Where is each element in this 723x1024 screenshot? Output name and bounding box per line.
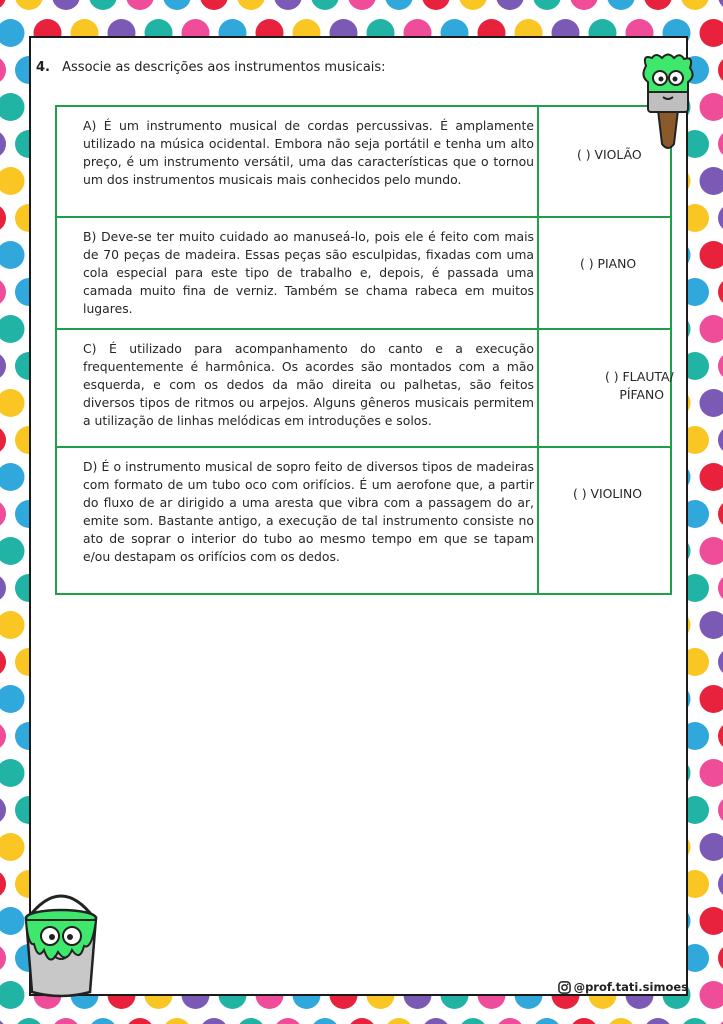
polka-dot [700,537,723,565]
polka-dot [718,944,723,972]
polka-dot [237,1018,265,1024]
polka-dot [0,796,6,824]
option-cell-flauta[interactable] [538,329,674,447]
table-row [56,447,671,594]
description-a: A) É um instrumento musical de cordas percussivas. É amplamente utilizado na música ocidental. Embora não seja portátil e tenha um alto preço, é um instrumento versátil, uma das características que o tornou um dos instrumentos musicais mais conhecidos pelo mundo. [56,106,538,217]
polka-dot [0,537,25,565]
polka-dot [700,611,723,639]
polka-dot [718,870,723,898]
author-handle[interactable] [558,980,688,994]
polka-dot [700,167,723,195]
polka-dot [718,1018,723,1024]
polka-dot [700,907,723,935]
polka-dot [385,1018,413,1024]
polka-dot [200,0,228,10]
polka-dot [274,0,302,10]
polka-dot [311,1018,339,1024]
polka-dot [237,0,265,10]
polka-dot [52,1018,80,1024]
polka-dot [348,0,376,10]
option-violino: ( ) VIOLINO [573,486,643,501]
polka-dot [0,389,25,417]
description-c: C) É utilizado para acompanhamento do canto e a execução frequentemente é harmônica. Os acordes são montados com a mão esquerda, e com os dedos da mão direita ou palhetas, são feitos diversos tipos de ritmos ou arpejos. Alguns gêneros musicais permitem a utilização de linhas melódicas em introduções e solos. [56,329,538,447]
polka-dot [0,204,6,232]
polka-dot [0,500,6,528]
polka-dot [718,574,723,602]
option-cell-piano[interactable] [538,217,671,329]
polka-dot [607,0,635,10]
polka-dot [0,1018,6,1024]
option-flauta-line2: PÍFANO [619,387,664,402]
polka-dot [718,426,723,454]
polka-dot [385,0,413,10]
polka-dot [52,0,80,10]
polka-dot [718,722,723,750]
polka-dot [200,1018,228,1024]
question-prompt: Associe as descrições aos instrumentos musicais: [62,60,386,75]
polka-dot [89,1018,117,1024]
polka-dot [459,0,487,10]
polka-dot [0,241,25,269]
polka-dot [700,833,723,861]
polka-dot [0,167,25,195]
polka-dot [459,1018,487,1024]
polka-dot [0,574,6,602]
option-flauta: ( ) FLAUTA/ [605,369,674,384]
instagram-icon [558,981,571,994]
option-piano: ( ) PIANO [580,256,637,271]
polka-dot [496,1018,524,1024]
polka-dot [0,685,25,713]
polka-dot [700,759,723,787]
polka-dot [0,611,25,639]
polka-dot [644,1018,672,1024]
worksheet-page [29,36,688,996]
table-row [56,217,671,329]
polka-dot [700,19,723,47]
description-b: B) Deve-se ter muito cuidado ao manuseá-lo, pois ele é feito com mais de 70 peças de madeira. Essas peças são esculpidas, fixadas com uma cola especial para este tipo de trabalho e, depois, é passada uma camada muito fina de verniz. Também se chama rabeca em muitos lugares. [56,217,538,329]
polka-dot [15,1018,43,1024]
polka-dot [0,648,6,676]
polka-dot [533,1018,561,1024]
paintbrush-mascot-icon [638,52,700,152]
polka-dot [422,1018,450,1024]
polka-dot [700,685,723,713]
polka-dot [718,648,723,676]
polka-dot [700,315,723,343]
polka-dot [718,278,723,306]
polka-dot [0,352,6,380]
polka-dot [533,0,561,10]
question-number: 4. [36,60,50,75]
polka-dot [718,796,723,824]
polka-dot [681,1018,709,1024]
question-heading [36,60,386,75]
polka-dot [644,0,672,10]
description-d: D) É o instrumento musical de sopro feito de diversos tipos de madeiras com formato de um tubo oco com orifícios. É um aerofone que, a partir do fluxo de ar dirigido a uma aresta que vibra com a passagem do ar, emite som. Bastante antigo, a execução de tal instrumento consiste no ato de soprar o interior do tubo ao mesmo tempo em que se tapam e/ou destapam os orifícios com os dedos. [56,447,538,594]
polka-dot [163,0,191,10]
polka-dot [0,56,6,84]
polka-dot [718,0,723,10]
polka-dot [700,463,723,491]
polka-dot [163,1018,191,1024]
table-row [56,329,671,447]
polka-dot [0,426,6,454]
polka-dot [0,278,6,306]
polka-dot [496,0,524,10]
polka-dot [0,315,25,343]
polka-dot [0,870,6,898]
polka-dot [0,759,25,787]
polka-dot [700,93,723,121]
polka-dot [311,0,339,10]
polka-dot [718,500,723,528]
polka-dot [0,130,6,158]
polka-dot [422,0,450,10]
author-handle-text: @prof.tati.simoes [573,980,688,994]
polka-dot [0,463,25,491]
polka-dot [0,944,6,972]
polka-dot [718,56,723,84]
polka-dot [0,833,25,861]
polka-dot [700,389,723,417]
polka-dot [89,0,117,10]
polka-dot [126,0,154,10]
polka-dot [348,1018,376,1024]
polka-dot [681,0,709,10]
table-row [56,106,671,217]
polka-dot [0,93,25,121]
option-violao: ( ) VIOLÃO [577,147,642,162]
polka-dot [700,241,723,269]
polka-dot [0,722,6,750]
polka-dot [718,130,723,158]
polka-dot [607,1018,635,1024]
association-table [55,105,672,595]
polka-dot [718,204,723,232]
option-cell-violino[interactable] [538,447,671,594]
polka-dot [274,1018,302,1024]
paint-bucket-mascot-icon [18,884,104,1000]
polka-dot [570,1018,598,1024]
polka-dot [700,981,723,1009]
polka-dot [718,352,723,380]
polka-dot [0,0,6,10]
polka-dot [126,1018,154,1024]
polka-dot [15,0,43,10]
polka-dot [570,0,598,10]
polka-dot [0,19,25,47]
